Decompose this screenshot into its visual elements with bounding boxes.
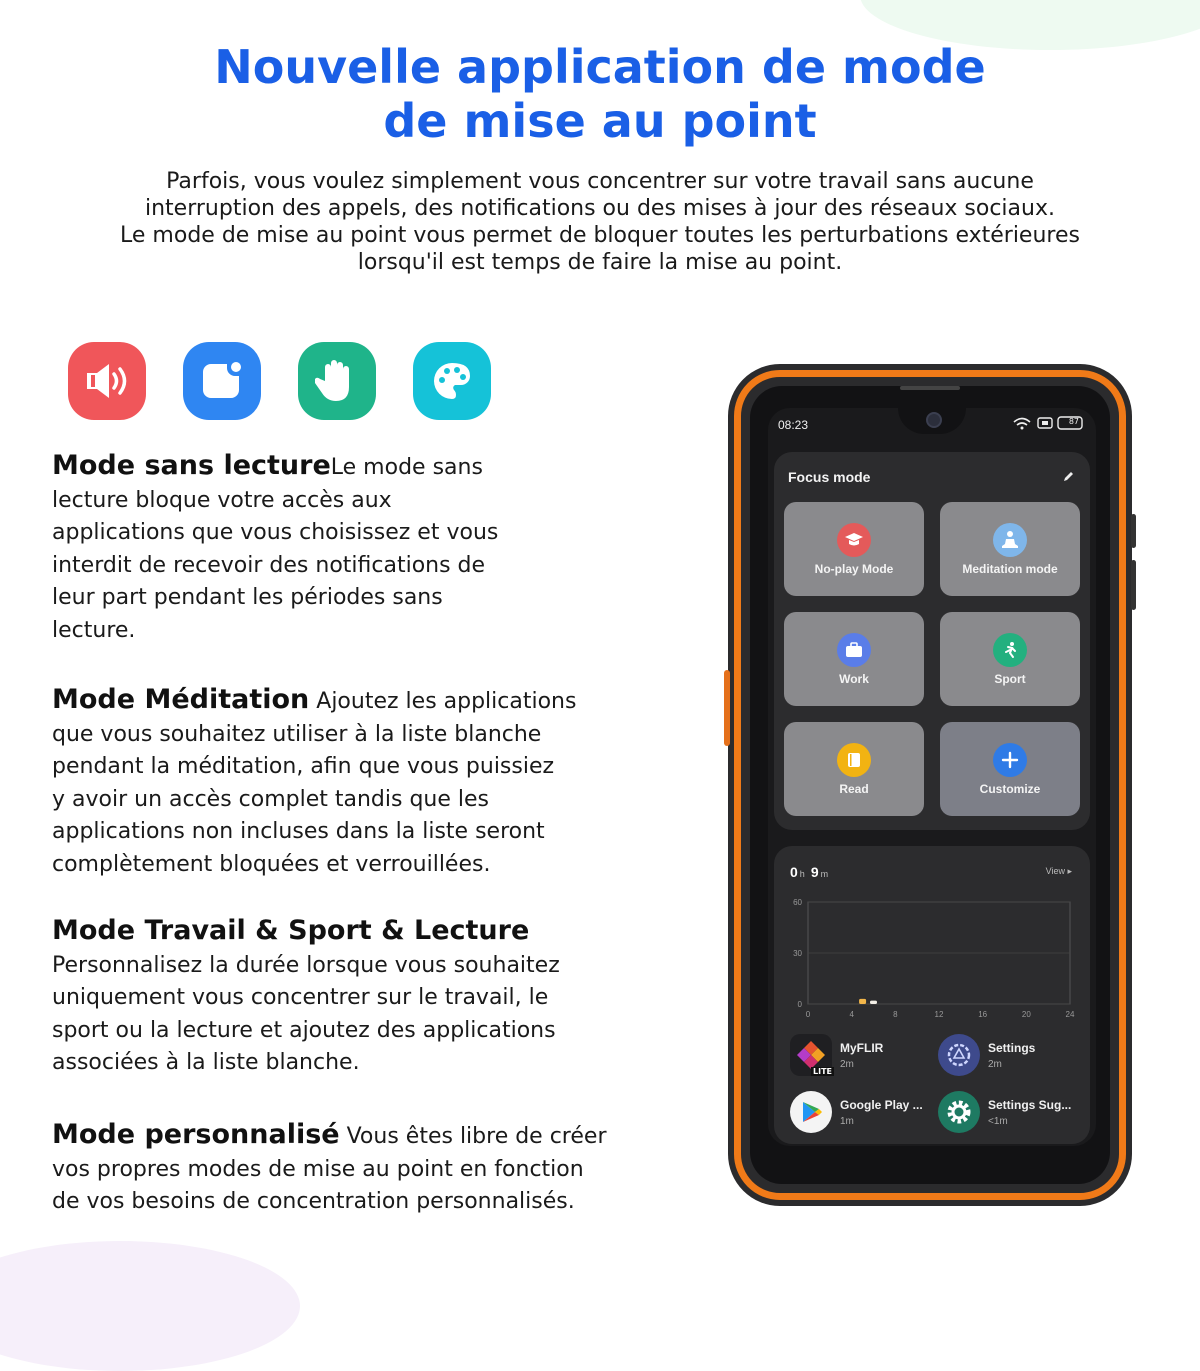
- tile-no-play-mode[interactable]: [784, 502, 924, 596]
- app-name: MyFLIR: [840, 1040, 884, 1055]
- google-play-icon: [790, 1091, 832, 1133]
- x-tick-label: 0: [805, 1010, 811, 1019]
- feature-meditation: [52, 684, 576, 881]
- myflir-icon: [790, 1034, 832, 1076]
- feature-text: lecture bloque votre accès aux: [52, 487, 392, 513]
- app-time: 2m: [988, 1058, 1002, 1070]
- title-line-1: Nouvelle application de mode: [214, 40, 986, 94]
- feature-text: applications que vous choisissez et vous: [52, 520, 499, 545]
- phone-screen: [768, 408, 1096, 1146]
- minutes-unit: m: [820, 869, 829, 879]
- feature-text: leur part pendant les périodes sans: [52, 585, 443, 610]
- intro-line: lorsqu'il est temps de faire la mise au point.: [357, 250, 843, 275]
- briefcase-icon: [837, 633, 871, 667]
- feature-text: Le mode sans: [330, 455, 483, 480]
- feature-custom: [52, 1119, 606, 1219]
- title-line-2: de mise au point: [383, 94, 817, 148]
- hours-unit: h: [799, 869, 805, 879]
- app-time: <1m: [988, 1115, 1008, 1127]
- tile-read[interactable]: [784, 722, 924, 816]
- app-name: Settings Sug...: [988, 1097, 1072, 1112]
- hand-icon: [298, 342, 376, 420]
- running-icon: [993, 633, 1027, 667]
- feature-text: interdit de recevoir des notifications de: [52, 552, 486, 578]
- tile-work[interactable]: [784, 612, 924, 706]
- x-tick-label: 4: [849, 1010, 854, 1019]
- power-button: [1131, 560, 1136, 610]
- feature-icons-row: [68, 342, 491, 420]
- app-usage-google-play[interactable]: [790, 1091, 923, 1133]
- app-usage-myflir[interactable]: [790, 1034, 883, 1076]
- feature-text: y avoir un accès complet tandis que les: [52, 786, 490, 812]
- speaker-grille: [900, 386, 960, 390]
- side-button: [724, 670, 730, 746]
- feature-text: lecture.: [52, 617, 136, 643]
- intro-line: Le mode de mise au point vous permet de bloquer toutes les perturbations extérieures: [120, 223, 1080, 248]
- tile-meditation-mode[interactable]: [940, 502, 1080, 596]
- feature-text: Ajoutez les applications: [309, 689, 577, 714]
- page-title: [0, 40, 1200, 148]
- x-tick-label: 8: [893, 1010, 898, 1019]
- intro-line: Parfois, vous voulez simplement vous concentrer sur votre travail sans aucune: [166, 169, 1034, 194]
- tile-label: Meditation mode: [962, 562, 1058, 576]
- x-tick-label: 20: [1021, 1010, 1031, 1019]
- feature-title: Mode Méditation: [52, 684, 310, 715]
- settings-icon: [938, 1034, 980, 1076]
- app-usage-settings-suggestions[interactable]: [938, 1091, 1071, 1133]
- front-camera: [926, 412, 942, 428]
- tile-label: Work: [839, 672, 869, 686]
- book-icon: [837, 743, 871, 777]
- feature-text: Vous êtes libre de créer: [339, 1124, 607, 1149]
- app-time: 1m: [840, 1115, 854, 1127]
- tile-label: Sport: [994, 672, 1026, 686]
- battery-level: 87: [1068, 417, 1079, 426]
- tile-label: No-play Mode: [814, 562, 894, 576]
- feature-title: Mode personnalisé: [52, 1119, 340, 1150]
- app-badge-icon: [183, 342, 261, 420]
- app-time: 2m: [840, 1058, 854, 1070]
- feature-text: vos propres modes de mise au point en fonction: [52, 1156, 584, 1182]
- y-tick-label: 60: [793, 898, 802, 907]
- feature-text: uniquement vous concentrer sur le travail, le: [52, 985, 549, 1010]
- focus-minutes: 9: [810, 864, 819, 880]
- graduation-cap-icon: [837, 523, 871, 557]
- status-time: 08:23: [778, 418, 809, 432]
- x-tick-label: 24: [1065, 1010, 1075, 1019]
- feature-text: associées à la liste blanche.: [52, 1050, 360, 1075]
- tile-label: Customize: [979, 782, 1041, 796]
- feature-text: applications non incluses dans la liste seront: [52, 819, 545, 844]
- feature-text: de vos besoins de concentration personnalisés.: [52, 1189, 575, 1214]
- sound-icon: [68, 342, 146, 420]
- feature-no-play: [52, 450, 498, 647]
- chart-bar: [870, 1001, 877, 1004]
- feature-text: Personnalisez la durée lorsque vous souhaitez: [52, 952, 560, 978]
- focus-chart: [782, 894, 1082, 1022]
- feature-work-sport-read: [52, 915, 560, 1080]
- feature-text: complètement bloquées et verrouillées.: [52, 851, 491, 877]
- app-name: Settings: [988, 1040, 1036, 1055]
- focus-stats-panel: [774, 846, 1090, 1144]
- view-link[interactable]: View ▸: [1045, 866, 1072, 876]
- status-icons: [1012, 416, 1086, 433]
- feature-text: que vous souhaitez utiliser à la liste blanche: [52, 721, 542, 747]
- feature-title: Mode sans lecture: [52, 450, 331, 481]
- plus-icon: [993, 743, 1027, 777]
- palette-icon: [413, 342, 491, 420]
- volume-button: [1131, 514, 1136, 548]
- focus-duration: [790, 864, 834, 880]
- myflir-badge: LITE: [813, 1067, 832, 1076]
- feature-title: Mode Travail & Sport & Lecture: [52, 915, 530, 946]
- panel-title: Focus mode: [788, 469, 871, 485]
- feature-text: sport ou la lecture et ajoutez des applications: [52, 1017, 556, 1043]
- intro-line: interruption des appels, des notifications ou des mises à jour des réseaux sociaux.: [145, 196, 1055, 221]
- x-tick-label: 12: [934, 1010, 944, 1019]
- tile-sport[interactable]: [940, 612, 1080, 706]
- app-usage-settings[interactable]: [938, 1034, 1035, 1076]
- edit-icon[interactable]: [1062, 468, 1074, 487]
- tile-customize[interactable]: [940, 722, 1080, 816]
- meditation-icon: [993, 523, 1027, 557]
- focus-hours: 0: [790, 864, 798, 880]
- decorative-blob-bottom-left: [0, 1241, 300, 1371]
- feature-text: pendant la méditation, afin que vous puissiez: [52, 754, 555, 779]
- tile-label: Read: [839, 782, 869, 796]
- app-name: Google Play ...: [840, 1097, 923, 1112]
- focus-mode-panel: [774, 452, 1090, 830]
- settings-suggestions-icon: [938, 1091, 980, 1133]
- y-tick-label: 0: [797, 1000, 802, 1009]
- x-tick-label: 16: [978, 1010, 988, 1019]
- view-label: View: [1045, 866, 1065, 876]
- y-tick-label: 30: [793, 949, 802, 958]
- chart-bar: [859, 999, 866, 1004]
- intro-paragraph: [40, 168, 1160, 276]
